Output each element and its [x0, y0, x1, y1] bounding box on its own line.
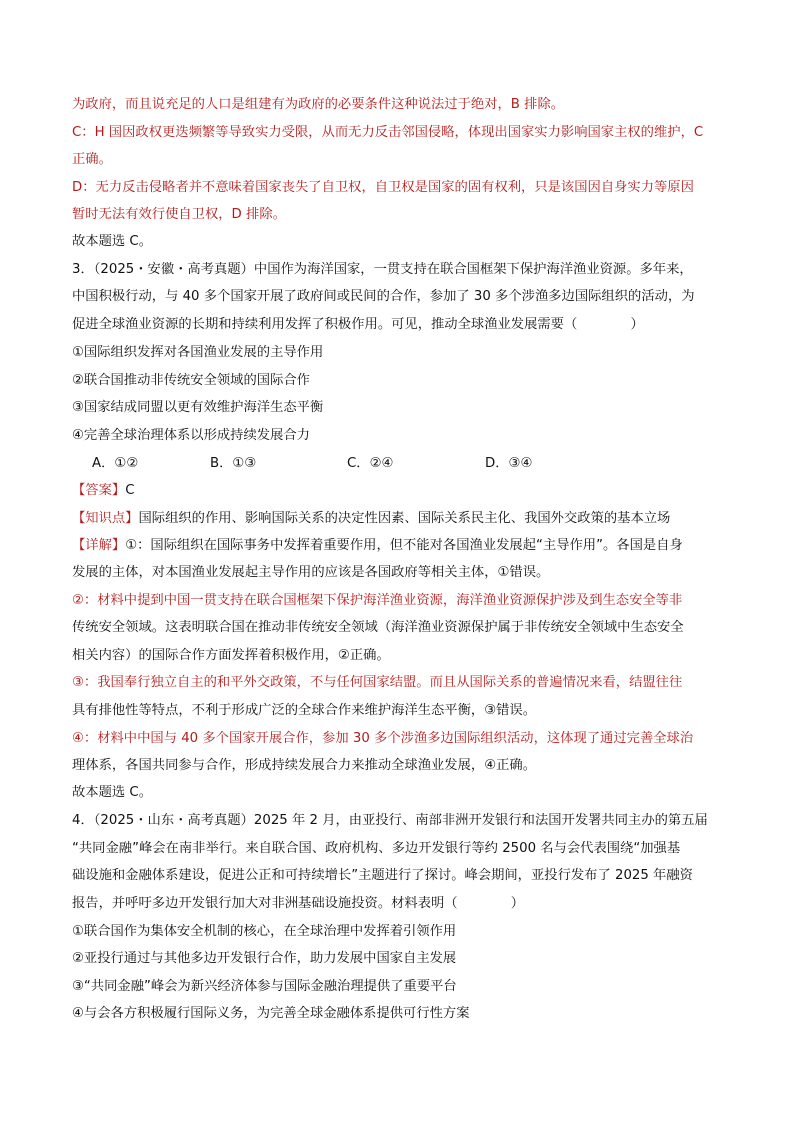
statement-item: ③国家结成同盟以更有效维护海洋生态平衡	[72, 400, 324, 415]
text-line: D：无力反击侵略者并不意味着国家丧失了自卫权，自卫权是国家的固有权利，只是该国因自身实力等原因	[72, 180, 694, 195]
text-line: 具有排他性等特点，不利于形成广泛的全球合作来维护海洋生态平衡，③错误。	[72, 703, 537, 718]
text-line: ④：材料中中国与 40 多个国家开展合作，参加 30 多个涉渔多边国际组织活动，这体现了通过完善全球治	[72, 731, 694, 746]
answer-options	[92, 455, 552, 473]
question-4-stem: 4．（2025・山东・高考真题）2025 年 2 月，由亚投行、南部非洲开发银行和法国开发署共同主办的第五届	[72, 813, 708, 828]
text-line: 报告，并呼吁多边开发银行加大对非洲基础设施投资。材料表明（ ）	[72, 896, 525, 911]
section-tag: 【详解】	[72, 538, 126, 553]
option-b: B．①③	[210, 456, 257, 471]
statement-item: ②亚投行通过与其他多边开发银行合作，助力发展中国家自主发展	[72, 951, 457, 966]
question-3-stem: 3．（2025・安徽・高考真题）中国作为海洋国家，一贯支持在联合国框架下保护海洋渔业资源。多年来，	[72, 262, 693, 277]
option-a: A．①②	[92, 456, 139, 471]
text-line: 故本题选 C。	[72, 785, 152, 800]
text-line: ③：我国奉行独立自主的和平外交政策，不与任何国家结盟。而且从国际关系的普遍情况来看，结盟往往	[72, 675, 683, 690]
option-c: C．②④	[347, 456, 394, 471]
statement-item: ①国际组织发挥对各国渔业发展的主导作用	[72, 345, 324, 360]
option-d: D．③④	[485, 456, 533, 471]
section-tag: 【知识点】	[72, 511, 139, 526]
text-line: 发展的主体，对本国渔业发展起主导作用的应该是各国政府等相关主体，①错误。	[72, 565, 550, 580]
explanation-line: 【详解】①：国际组织在国际事务中发挥着重要作用，但不能对各国渔业发展起“主导作用”。各国是自身	[72, 538, 683, 553]
text-line: C：H 国因政权更迭频繁等导致实力受限，从而无力反击邻国侵略，体现出国家实力影响国家主权的维护，C	[72, 125, 704, 140]
knowledge-point-line: 【知识点】国际组织的作用、影响国际关系的决定性因素、国际关系民主化、我国外交政策的基本立场	[72, 511, 671, 526]
section-tag: 【答案】	[72, 483, 126, 498]
text-line: 理体系，各国共同参与合作，形成持续发展合力来推动全球渔业发展，④正确。	[72, 758, 537, 773]
text-line: “共同金融”峰会在南非举行。来自联合国、政府机构、多边开发银行等约 2500 名与会代表围绕“加强基	[72, 841, 681, 856]
statement-item: ④与会各方积极履行国际义务，为完善全球金融体系提供可行性方案	[72, 1006, 470, 1021]
text-line: 故本题选 C。	[72, 234, 152, 249]
text-line: 暂时无法有效行使自卫权，D 排除。	[72, 207, 286, 222]
text-line: 促进全球渔业资源的长期和持续利用发挥了积极作用。可见，推动全球渔业发展需要（ ）	[72, 317, 644, 332]
text-line: ②：材料中提到中国一贯支持在联合国框架下保护海洋渔业资源，海洋渔业资源保护涉及到生态安全等非	[72, 593, 683, 608]
text-line: 传统安全领域。这表明联合国在推动非传统安全领域（海洋渔业资源保护属于非传统安全领域中生态安全	[72, 620, 684, 635]
statement-item: ①联合国作为集体安全机制的核心，在全球治理中发挥着引领作用	[72, 924, 457, 939]
text-line: 础设施和金融体系建设，促进公正和可持续增长”主题进行了探讨。峰会期间，亚投行发布了 2025 年融资	[72, 868, 693, 883]
statement-item: ③“共同金融”峰会为新兴经济体参与国际金融治理提供了重要平台	[72, 979, 457, 994]
text-line: 中国积极行动，与 40 多个国家开展了政府间或民间的合作，参加了 30 多个涉渔多边国际组织的活动，为	[72, 289, 695, 304]
statement-item: ④完善全球治理体系以形成持续发展合力	[72, 428, 310, 443]
answer-line: 【答案】C	[72, 483, 135, 498]
statement-item: ②联合国推动非传统安全领域的国际合作	[72, 373, 310, 388]
text-line: 相关内容）的国际合作方面发挥着积极作用，②正确。	[72, 648, 390, 663]
text-line: 正确。	[72, 152, 112, 167]
text-line: 为政府，而且说充足的人口是组建有为政府的必要条件这种说法过于绝对，B 排除。	[72, 97, 565, 112]
